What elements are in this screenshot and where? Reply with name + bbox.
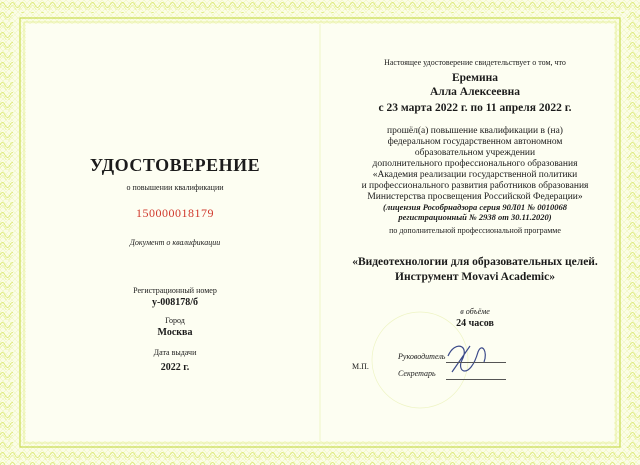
document-type: Документ о квалификации [129, 238, 221, 247]
head-signature-label: Руководитель [398, 352, 446, 361]
secretary-signature-line [446, 379, 506, 380]
recipient-given-names: Алла Алексеевна [429, 86, 521, 98]
reg-number-value: у-008178/б [151, 297, 199, 308]
organization-line: и профессионального развития работников образования [361, 181, 589, 191]
organization-line: прошёл(а) повышение квалификации в (на) [387, 126, 563, 136]
volume-value: 24 часов [456, 318, 494, 329]
course-title [330, 255, 620, 285]
certificate-subtitle: о повышении квалификации [126, 183, 224, 192]
secretary-signature-label: Секретарь [398, 369, 436, 378]
head-signature-line [446, 362, 506, 363]
license-block [330, 202, 620, 222]
organization-line: Министерства просвещения Российской Федерации» [367, 192, 583, 202]
intro-text: Настоящее удостоверение свидетельствует о том, что [384, 58, 566, 67]
course-title-line: «Видеотехнологии для образовательных целей. [352, 256, 598, 268]
volume-label: в объёме [460, 307, 490, 316]
organization-line: федеральном государственном автономном [387, 137, 563, 147]
reg-number-label: Регистрационный номер [133, 286, 217, 295]
organization-line: дополнительного профессионального образования [372, 159, 578, 169]
training-period: с 23 марта 2022 г. по 11 апреля 2022 г. [378, 102, 572, 114]
course-title-line: Инструмент Movavi Academic» [395, 271, 555, 283]
license-line: (лицензия Рособрнадзора серия 90Л01 № 0010068 [383, 202, 567, 212]
recipient-surname: Еремина [451, 72, 498, 84]
organization-line: «Академия реализации государственной политики [372, 170, 578, 180]
city-label: Город [165, 316, 185, 325]
program-label: по дополнительной профессиональной программе [389, 226, 561, 235]
certificate-title: УДОСТОВЕРЕНИЕ [89, 155, 261, 175]
issue-date-value: 2022 г. [160, 362, 190, 373]
issue-date-label: Дата выдачи [153, 348, 197, 357]
registration-blank-number: 150000018179 [136, 206, 214, 220]
stamp-label: М.П. [352, 362, 369, 371]
license-line: регистрационный № 2938 от 30.11.2020) [398, 212, 552, 222]
organization-line: образовательном учреждении [414, 148, 536, 158]
city-value: Москва [157, 327, 193, 338]
organization-block [330, 126, 620, 203]
